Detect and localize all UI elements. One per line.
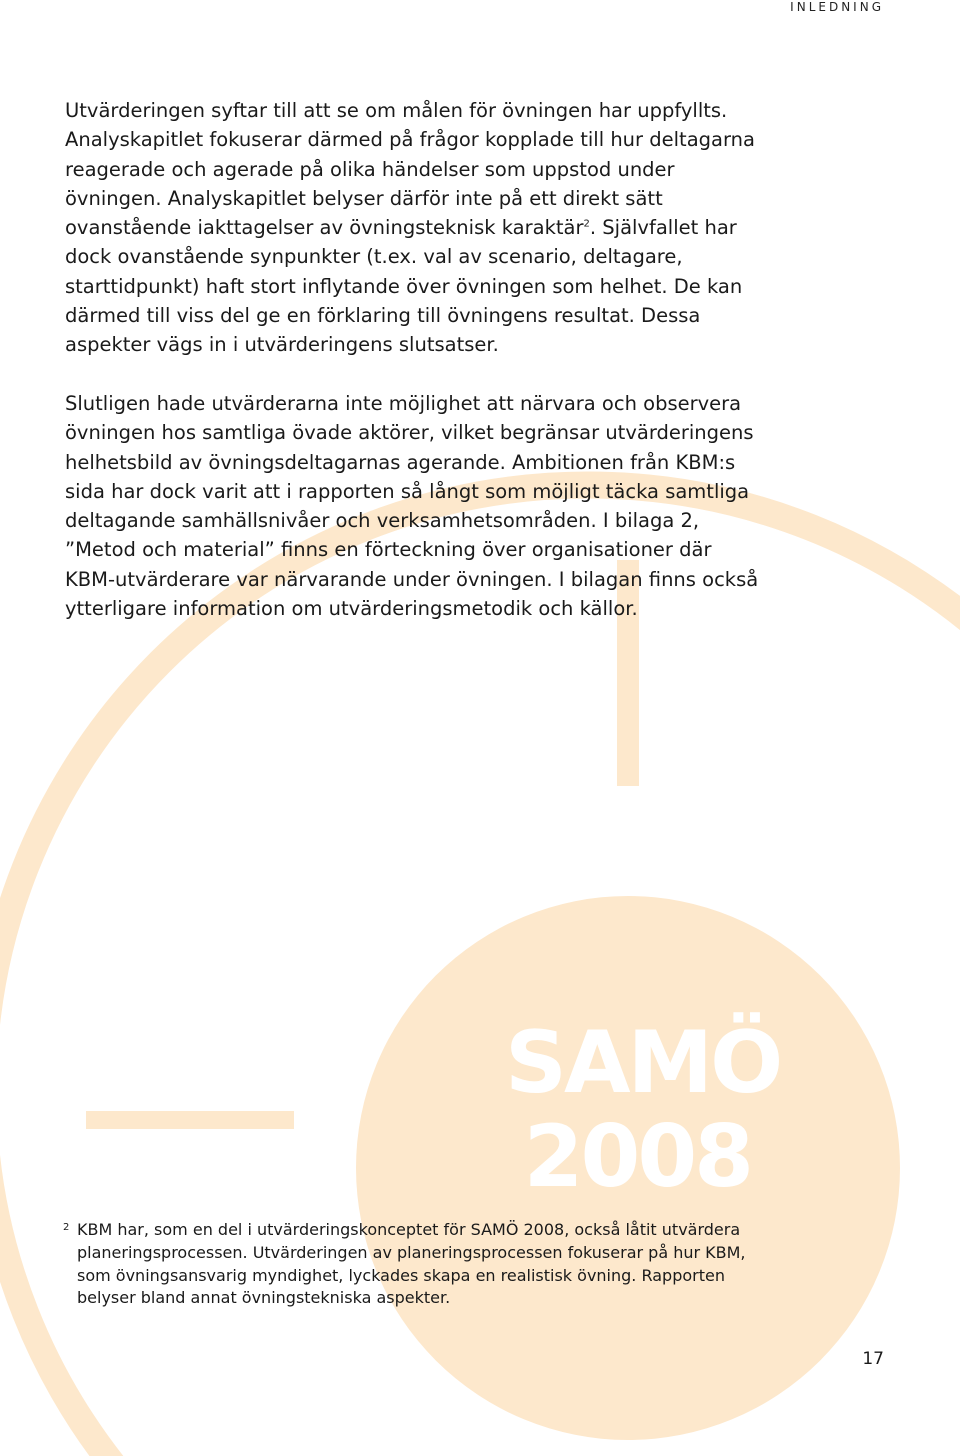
paragraph-1-text-a: Utvärderingen syftar till att se om målen för övningen har uppfyllts. Analyskapitlet fokuserar därmed på frågor kopplade till hur deltagarna reagerade och agerade på olika händelser som uppstod under övningen. Analyskapitlet belyser därför inte på ett direkt sätt ovanstående iakttagelser av övningsteknisk karaktär <box>65 99 755 240</box>
page-number: 17 <box>862 1349 884 1369</box>
footnote-text: KBM har, som en del i utvärderingskonceptet för SAMÖ 2008, också låtit utvärdera planeringsprocessen. Utvärderingen av planeringsprocessen fokuserar på hur KBM, som övningsansvarig myndighet, lyckades skapa en realistisk övning. Rapporten belyser bland annat övningstekniska aspekter. <box>77 1220 746 1308</box>
logo-year: 2008 <box>523 1107 751 1207</box>
paragraph-1 <box>65 96 765 360</box>
logo-title: SAMÖ <box>505 1013 781 1113</box>
decorative-dash <box>86 1111 294 1129</box>
footnote-marker: 2 <box>63 1222 70 1233</box>
footnote-reference: 2 <box>583 218 590 230</box>
samo-logo <box>505 1013 781 1207</box>
paragraph-2: Slutligen hade utvärderarna inte möjlighet att närvara och observera övningen hos samtliga övade aktörer, vilket begränsar utvärderingens helhetsbild av övningsdeltagarnas agerande. Ambitionen från KBM:s sida har dock varit att i rapporten så långt som möjligt täcka samtliga deltagande samhällsnivåer och verksamhetsområden. I bilaga 2, ”Metod och material” finns en förteckning över organisationer där KBM-utvärderare var närvarande under övningen. I bilagan finns också ytterligare information om utvärderingsmetodik och källor. <box>65 392 759 621</box>
section-header: INLEDNING <box>790 0 884 14</box>
footnote <box>63 1219 763 1310</box>
paragraph-1-text-b: . Självfallet har dock ovanstående synpunkter (t.ex. val av scenario, deltagare, starttidpunkt) haft stort inflytande över övningen som helhet. De kan därmed till viss del ge en förklaring till övningens resultat. Dessa aspekter vägs in i utvärderingens slutsatser. <box>65 216 743 357</box>
